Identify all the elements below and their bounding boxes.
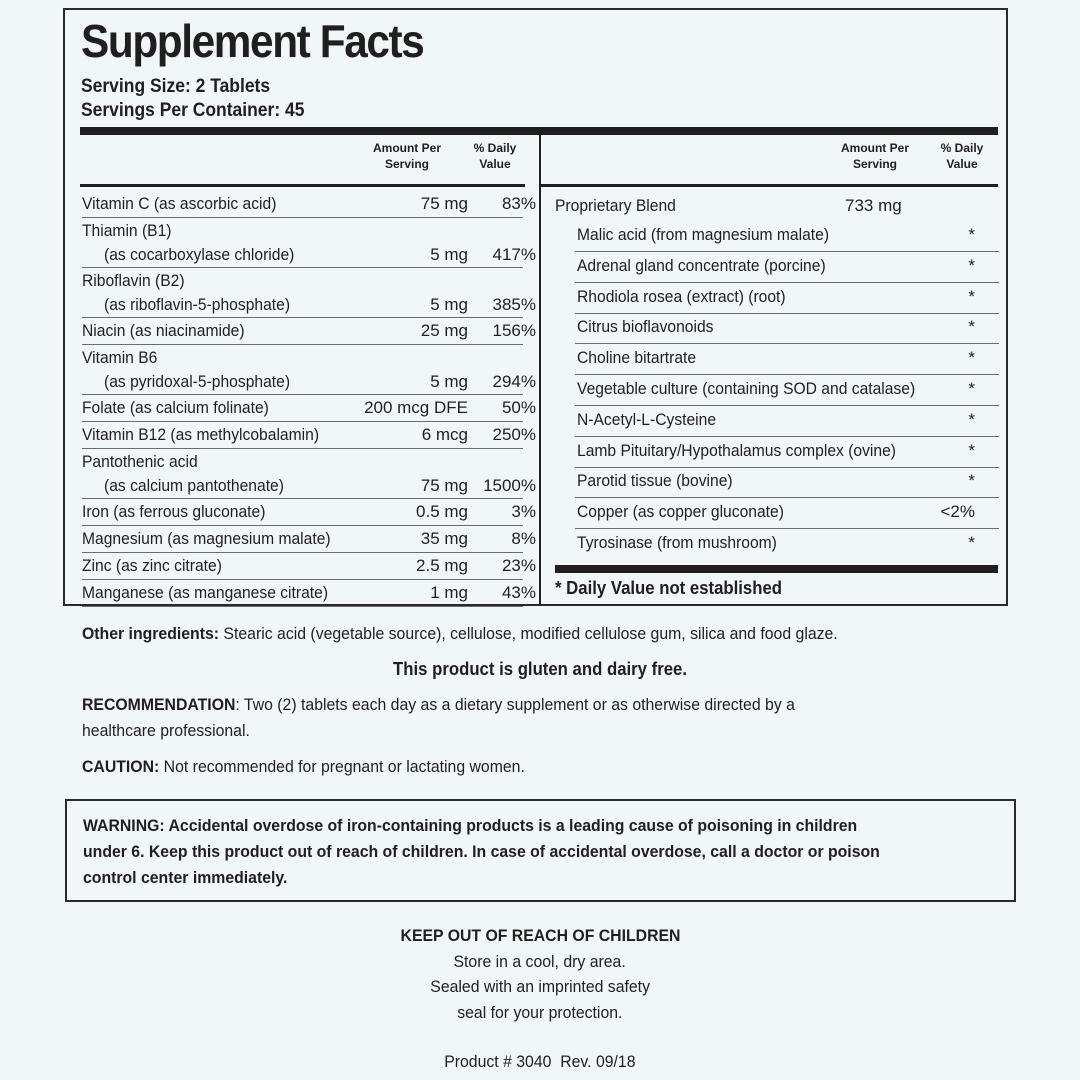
nutrient-name: Riboflavin (B2): [82, 271, 185, 290]
nutrient-row: [82, 268, 536, 318]
nutrient-name: Thiamin (B1): [82, 221, 172, 240]
caution-text: Not recommended for pregnant or lactating women.: [159, 757, 525, 776]
gluten-statement-text: This product is gluten and dairy free.: [393, 659, 687, 679]
right-dv-header-line1: % Daily: [940, 141, 984, 155]
storage-line1: [0, 952, 1080, 972]
nutrient-amount: 6 mcg: [421, 425, 468, 444]
nutrient-source: (as riboflavin-5-phosphate): [104, 295, 291, 314]
caution-label: CAUTION:: [82, 757, 160, 776]
nutrient-row: [82, 526, 536, 553]
supplement-facts-panel: [63, 8, 1008, 606]
nutrient-row: [82, 218, 536, 268]
recommendation-label: RECOMMENDATION: [82, 695, 236, 714]
blend-ingredient-name: Choline bitartrate: [577, 348, 697, 368]
nutrient-row: [82, 191, 536, 218]
blend-ingredient-name: Parotid tissue (bovine): [577, 471, 733, 491]
nutrient-name: Iron (as ferrous gluconate): [82, 502, 266, 521]
caution: [82, 754, 558, 780]
nutrient-name: Manganese (as manganese citrate): [82, 583, 329, 602]
servings-per-container: Servings Per Container: 45: [81, 100, 305, 121]
nutrient-daily-value: 417%: [492, 245, 536, 264]
left-amount-header-line2: Serving: [384, 157, 429, 171]
nutrient-amount: 2.5 mg: [416, 556, 468, 575]
right-dv-header-line2: Value: [946, 157, 978, 171]
footnote: * Daily Value not established: [555, 578, 783, 598]
right-header-rule: [541, 184, 998, 187]
nutrient-amount: 5 mg: [430, 295, 468, 314]
nutrient-amount: 200 mcg DFE: [364, 398, 468, 417]
right-amount-header: [835, 140, 915, 172]
nutrient-name: Niacin (as niacinamide): [82, 321, 245, 340]
blend-ingredient-name: Rhodiola rosea (extract) (root): [577, 286, 786, 306]
storage-line2-text: Sealed with an imprinted safety: [430, 977, 650, 996]
nutrient-source: (as pyridoxal-5-phosphate): [104, 372, 291, 391]
nutrient-daily-value: 385%: [492, 295, 536, 314]
right-dv-header: [931, 140, 993, 172]
storage-line1-text: Store in a cool, dry area.: [453, 952, 627, 971]
blend-ingredient-name: Citrus bioflavonoids: [577, 317, 714, 337]
nutrient-row: [82, 553, 536, 580]
blend-ingredient-daily-value: *: [968, 317, 975, 337]
blend-ingredient-name: Adrenal gland concentrate (porcine): [577, 255, 826, 275]
blend-ingredient-row: [575, 529, 999, 559]
blend-ingredient-row: [575, 221, 999, 252]
recommendation-text-line2: healthcare professional.: [82, 721, 250, 740]
left-amount-header: [367, 140, 447, 172]
storage-line3-text: seal for your protection.: [457, 1003, 623, 1022]
nutrient-amount: 1 mg: [430, 583, 468, 602]
nutrient-row: [82, 318, 536, 345]
warning-box: [65, 799, 1016, 902]
nutrient-daily-value: 8%: [511, 529, 536, 548]
nutrient-name: Vitamin C (as ascorbic acid): [82, 194, 277, 213]
blend-ingredient-row: [575, 283, 999, 314]
nutrient-name: Magnesium (as magnesium malate): [82, 529, 331, 548]
warning-line3: control center immediately.: [83, 868, 288, 887]
nutrient-row: [82, 580, 536, 607]
product-number-text: Product # 3040 Rev. 09/18: [444, 1052, 636, 1071]
gluten-statement: [0, 656, 1080, 682]
blend-ingredient-daily-value: *: [968, 533, 975, 552]
nutrient-name: Vitamin B6: [82, 348, 158, 367]
right-amount-header-line2: Serving: [852, 157, 897, 171]
blend-ingredient-row: [575, 437, 999, 468]
blend-ingredient-name: Lamb Pituitary/Hypothalamus complex (ovine): [577, 440, 897, 460]
blend-ingredient-name: Tyrosinase (from mushroom): [577, 533, 777, 552]
storage-line3: [0, 1003, 1080, 1023]
nutrient-daily-value: 156%: [492, 321, 536, 340]
storage-line2: [0, 977, 1080, 997]
nutrient-amount: 75 mg: [420, 476, 468, 495]
blend-ingredient-name: Malic acid (from magnesium malate): [577, 225, 830, 244]
storage-heading-text: KEEP OUT OF REACH OF CHILDREN: [400, 926, 680, 945]
nutrient-name: Vitamin B12 (as methylcobalamin): [82, 425, 320, 444]
warning-line1: WARNING: Accidental overdose of iron-containing products is a leading cause of poisoning in children: [83, 816, 858, 835]
panel-title: Supplement Facts: [81, 15, 424, 67]
nutrient-amount: 35 mg: [420, 529, 468, 548]
blend-ingredient-name: Copper (as copper gluconate): [577, 502, 784, 522]
blend-ingredient-row: [575, 252, 999, 283]
nutrient-daily-value: 1500%: [483, 476, 536, 495]
blend-ingredient-daily-value: *: [968, 440, 975, 460]
blend-ingredient-row: [575, 344, 999, 375]
blend-ingredient-daily-value: *: [968, 379, 975, 398]
column-divider: [539, 135, 541, 604]
nutrient-daily-value: 83%: [501, 194, 536, 213]
nutrient-daily-value: 50%: [501, 398, 536, 417]
blend-ingredient-row: [575, 406, 999, 437]
recommendation-text: : Two (2) tablets each day as a dietary supplement or as otherwise directed by a: [235, 695, 795, 714]
nutrient-daily-value: 23%: [501, 556, 536, 575]
right-amount-header-line1: Amount Per: [840, 141, 909, 155]
other-ingredients-label: Other ingredients:: [82, 624, 220, 643]
warning-line2: under 6. Keep this product out of reach of children. In case of accidental overdose, call a doctor or poison: [83, 842, 880, 861]
blend-ingredient-daily-value: *: [968, 471, 975, 491]
blend-ingredient-daily-value: *: [968, 286, 975, 306]
blend-ingredient-row: [575, 467, 999, 498]
header-bar: [80, 127, 998, 135]
blend-ingredient-name: Vegetable culture (containing SOD and catalase): [577, 379, 916, 398]
blend-ingredient-row: [575, 375, 999, 406]
nutrient-row: [82, 422, 536, 449]
other-ingredients-text: Stearic acid (vegetable source), cellulose, modified cellulose gum, silica and food glaze.: [219, 624, 838, 643]
left-dv-header-line2: Value: [479, 157, 511, 171]
nutrient-amount: 0.5 mg: [416, 502, 468, 521]
blend-ingredient-row: [575, 498, 999, 529]
left-dv-header-line1: % Daily: [473, 141, 517, 155]
nutrient-row: [82, 395, 536, 422]
nutrient-source: (as calcium pantothenate): [104, 476, 284, 495]
blend-ingredient-name: N-Acetyl-L-Cysteine: [577, 409, 717, 429]
serving-size: Serving Size: 2 Tablets: [81, 76, 271, 97]
nutrient-amount: 75 mg: [420, 194, 468, 213]
nutrient-name: Pantothenic acid: [82, 452, 198, 471]
blend-amount: 733 mg: [845, 196, 902, 215]
storage-heading: [0, 926, 1080, 946]
nutrient-name: Folate (as calcium folinate): [82, 398, 269, 417]
nutrient-source: (as cocarboxylase chloride): [104, 245, 295, 264]
blend-name: Proprietary Blend: [555, 196, 676, 215]
nutrient-row: [82, 499, 536, 526]
left-header-rule: [80, 184, 525, 187]
blend-ingredient-daily-value: *: [968, 409, 975, 429]
left-amount-header-line1: Amount Per: [372, 141, 441, 155]
nutrient-amount: 5 mg: [430, 245, 468, 264]
nutrient-daily-value: 294%: [492, 372, 536, 391]
footnote-bar: [555, 565, 998, 573]
blend-ingredient-row: [575, 313, 999, 344]
blend-ingredient-daily-value: <2%: [940, 502, 975, 522]
nutrient-amount: 5 mg: [430, 372, 468, 391]
blend-ingredient-daily-value: *: [968, 255, 975, 275]
recommendation: [82, 692, 849, 744]
nutrient-daily-value: 3%: [511, 502, 536, 521]
nutrient-row: [82, 345, 536, 395]
nutrient-amount: 25 mg: [420, 321, 468, 340]
left-dv-header: [461, 140, 529, 172]
blend-ingredient-daily-value: *: [968, 225, 975, 244]
nutrient-name: Zinc (as zinc citrate): [82, 556, 222, 575]
other-ingredients: [82, 621, 895, 647]
nutrient-daily-value: 250%: [492, 425, 536, 444]
product-number: [0, 1052, 1080, 1072]
nutrient-row: [82, 449, 536, 499]
blend-ingredient-daily-value: *: [968, 348, 975, 368]
nutrient-daily-value: 43%: [501, 583, 536, 602]
